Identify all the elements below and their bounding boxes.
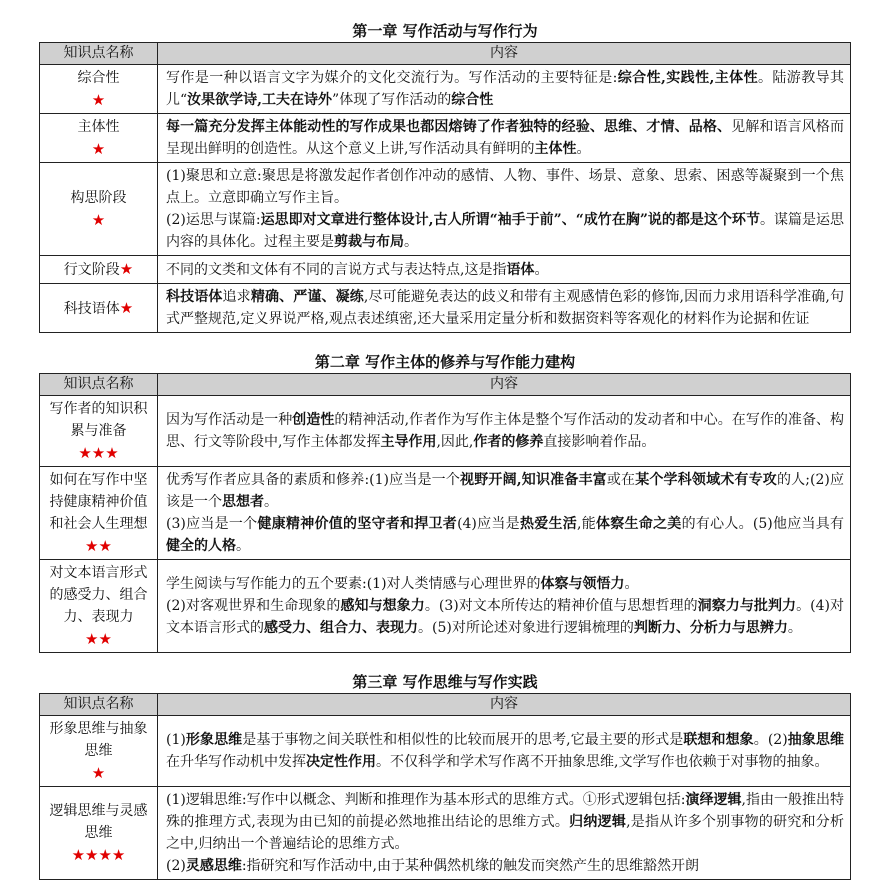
bold-keyword: 每一篇充分发挥主体能动性的写作成果也都因熔铸了作者独特的经验、思维、才情、品格、: [166, 119, 732, 135]
header-content: 内容: [158, 374, 851, 396]
bold-keyword: 演绎逻辑: [685, 792, 742, 808]
content-text: 学生阅读与写作能力的五个要素:(1)对人类情感与心理世界的: [166, 576, 541, 592]
bold-keyword: 感受力、组合力、表现力: [264, 620, 418, 636]
content-text: 。(2): [753, 732, 788, 748]
bold-keyword: 体察生命之美: [595, 516, 682, 532]
chapter-title: 第三章 写作思维与写作实践: [352, 673, 538, 691]
content-cell: [158, 467, 851, 560]
knowledge-point-cell: [40, 65, 158, 114]
header-content: 内容: [158, 694, 851, 716]
content-text: :指研究和写作活动中,由于某种偶然机缘的触发而突然产生的思维豁然开朗: [241, 858, 700, 874]
bold-keyword: 健康精神价值的坚守者和捍卫者: [257, 516, 458, 532]
importance-stars: ★★: [85, 630, 112, 648]
knowledge-table: [39, 42, 851, 333]
content-text: 。(3)对文本所传达的精神价值与思想哲理的: [424, 598, 698, 614]
bold-keyword: 灵感思维: [185, 858, 242, 874]
knowledge-point-name: 如何在写作中坚持健康精神价值和社会人生理想: [49, 472, 148, 532]
header-knowledge-point: 知识点名称: [40, 374, 158, 396]
content-text: 。谋篇是运思内容的具体化。过程主要是: [166, 212, 844, 250]
content-text: 的有心人。(5)他应当具有: [681, 516, 845, 532]
content-text: (4)应当是: [457, 516, 520, 532]
content-cell: [158, 65, 851, 114]
content-paragraph: [166, 855, 844, 877]
knowledge-point-cell: [40, 467, 158, 560]
knowledge-point-name: 写作者的知识积累与准备: [49, 401, 148, 439]
table-row: [40, 716, 851, 787]
content-text: 或在: [606, 472, 636, 488]
importance-stars: ★: [91, 140, 106, 158]
table-header-row: [40, 43, 851, 65]
content-text: 在升华写作动机中发挥: [166, 754, 306, 770]
content-cell: [158, 396, 851, 467]
content-text: 。: [264, 494, 278, 510]
content-text: ”体现了写作活动的: [332, 92, 452, 108]
bold-keyword: 创造性: [292, 412, 335, 428]
bold-keyword: 洞察力与批判力: [697, 598, 797, 614]
content-text: 。(5)对所论述对象进行逻辑梳理的: [418, 620, 634, 636]
chapter-title: 第二章 写作主体的修养与写作能力建构: [314, 353, 576, 371]
chapter-title: 第一章 写作活动与写作行为: [352, 22, 538, 40]
content-text: (1)逻辑思维:写作中以概念、判断和推理作为基本形式的思维方式。①形式逻辑包括:: [166, 792, 686, 808]
content-cell: [158, 114, 851, 163]
content-cell: [158, 716, 851, 787]
content-text: 。: [787, 620, 802, 636]
table-row: [40, 396, 851, 467]
knowledge-point-cell: [40, 163, 158, 256]
bold-keyword: 热爱生活: [519, 516, 577, 532]
content-text: 见解和语言风格而呈现出鲜明的创造性。从这个意义上讲,写作活动具有鲜明的: [166, 119, 845, 157]
content-text: 。(4)对文本语言形式的: [166, 598, 845, 636]
content-text: 是基于事物之间关联性和相似性的比较而展开的思考,它最主要的形式是: [242, 732, 684, 748]
content-paragraph: [166, 286, 844, 330]
knowledge-point-name: 行文阶段: [63, 262, 120, 278]
bold-keyword: 判断力、分析力与思辨力: [633, 620, 788, 636]
content-text: (2)对客观世界和生命现象的: [166, 598, 341, 614]
knowledge-point-cell: [40, 716, 158, 787]
content-text: 。: [404, 234, 418, 250]
bold-keyword: 感知与想象力: [340, 598, 425, 614]
bold-keyword: 思想者: [222, 494, 264, 510]
importance-stars: ★: [119, 260, 134, 278]
knowledge-point-name: 主体性: [77, 119, 120, 135]
header-knowledge-point: 知识点名称: [40, 694, 158, 716]
header-knowledge-point: 知识点名称: [40, 43, 158, 65]
content-paragraph: [166, 469, 844, 513]
content-paragraph: [166, 729, 844, 773]
content-text: (3)应当是一个: [166, 516, 258, 532]
bold-keyword: 汝果欲学诗,工夫在诗外: [187, 92, 333, 108]
importance-stars: ★: [91, 764, 106, 782]
content-paragraph: [166, 165, 844, 209]
bold-keyword: 精确、严谨、凝练: [250, 289, 364, 305]
content-paragraph: [166, 595, 844, 639]
knowledge-point-cell: [40, 114, 158, 163]
content-text: 优秀写作者应具备的素质和修养:(1)应当是一个: [166, 472, 461, 488]
bold-keyword: 主体性: [534, 141, 577, 157]
table-row: [40, 284, 851, 333]
table-row: [40, 114, 851, 163]
content-paragraph: [166, 573, 844, 595]
table-header-row: [40, 694, 851, 716]
content-cell: [158, 284, 851, 333]
table-header-row: [40, 374, 851, 396]
importance-stars: ★: [119, 298, 134, 317]
importance-stars: ★★★★: [71, 846, 126, 864]
content-paragraph: [166, 116, 844, 160]
knowledge-point-name: 综合性: [77, 70, 120, 86]
bold-keyword: 归纳逻辑: [569, 814, 627, 830]
document-page: [39, 0, 851, 880]
table-row: [40, 560, 851, 653]
content-text: ,尽可能避免表达的歧义和带有主观感情色彩的修饰,因而力求用语科学准确,句式严整规范,定义界说严格,观点表述缜密,还大量采用定量分析和数据资料等客观化的材料作为论据和佐证: [166, 289, 845, 327]
bold-keyword: 抽象思维: [787, 732, 845, 748]
bold-keyword: 剪裁与布局: [334, 234, 404, 250]
content-text: 。: [236, 538, 250, 554]
content-text: ,因此,: [436, 434, 474, 450]
importance-stars: ★: [91, 91, 106, 109]
content-text: 。陆游教导其儿“: [166, 70, 845, 108]
bold-keyword: 形象思维: [185, 732, 243, 748]
content-text: 的精神活动,作者作为写作主体是整个写作活动的发动者和中心。在写作的准备、构思、行文等阶段中,写作主体都发挥: [166, 412, 845, 450]
content-text: 。: [576, 141, 591, 157]
table-row: [40, 163, 851, 256]
content-text: 直接影响着作品。: [543, 434, 656, 450]
content-cell: [158, 560, 851, 653]
bold-keyword: 决定性作用: [306, 754, 376, 770]
content-text: (2): [166, 858, 186, 874]
content-paragraph: [166, 789, 844, 855]
bold-keyword: 健全的人格: [166, 538, 236, 554]
content-paragraph: [166, 209, 844, 253]
content-text: (2)运思与谋篇:: [166, 212, 261, 228]
content-cell: [158, 163, 851, 256]
knowledge-table: [39, 373, 851, 653]
bold-keyword: 综合性: [451, 92, 494, 108]
knowledge-point-name: 逻辑思维与灵感思维: [49, 803, 148, 841]
bold-keyword: 联想和想象: [683, 732, 754, 748]
bold-keyword: 语体: [506, 261, 535, 278]
table-row: [40, 256, 851, 284]
knowledge-point-name: 对文本语言形式的感受力、组合力、表现力: [49, 565, 148, 625]
bold-keyword: 主导作用: [380, 434, 437, 450]
bold-keyword: 视野开阔,知识准备丰富: [460, 472, 607, 488]
table-row: [40, 65, 851, 114]
importance-stars: ★: [91, 211, 106, 229]
knowledge-point-name: 构思阶段: [70, 190, 127, 206]
importance-stars: ★★★: [78, 444, 119, 462]
content-text: ,指由一般推出特殊的推理方式,表现为由已知的前提必然地推出结论的思维方式。: [166, 792, 845, 830]
knowledge-point-cell: [40, 284, 158, 333]
content-text: ,是指从许多个别事物的研究和分析之中,归纳出一个普遍结论的思维方式。: [166, 814, 845, 852]
content-paragraph: [166, 67, 844, 111]
content-paragraph: [166, 259, 844, 281]
content-paragraph: [166, 513, 844, 557]
table-row: [40, 787, 851, 880]
bold-keyword: 体察与领悟力: [540, 576, 625, 592]
table-row: [40, 467, 851, 560]
content-text: 的人;(2)应该是一个: [166, 472, 845, 510]
knowledge-point-cell: [40, 787, 158, 880]
knowledge-point-name: 形象思维与抽象思维: [49, 721, 148, 759]
knowledge-point-cell: [40, 560, 158, 653]
importance-stars: ★★: [85, 537, 112, 555]
header-content: 内容: [158, 43, 851, 65]
bold-keyword: 作者的修养: [473, 434, 544, 450]
content-text: ,能: [577, 516, 596, 532]
bold-keyword: 运思即对文章进行整体设计,古人所谓“袖手于前”、“成竹在胸”说的都是这个环节: [260, 212, 760, 228]
bold-keyword: 综合性,实践性,主体性: [617, 70, 758, 86]
content-text: 。不仅科学和学术写作离不开抽象思维,文学写作也依赖于对事物的抽象。: [376, 754, 829, 770]
knowledge-point-cell: [40, 256, 158, 284]
content-text: 。: [534, 261, 549, 278]
content-text: (1): [166, 732, 186, 748]
bold-keyword: 科技语体: [166, 289, 223, 305]
content-paragraph: [166, 409, 844, 453]
content-text: 不同的文类和文体有不同的言说方式与表达特点,这是指: [166, 261, 507, 278]
bold-keyword: 某个学科领域术有专攻: [635, 472, 777, 488]
knowledge-table: [39, 693, 851, 880]
content-text: 写作是一种以语言文字为媒介的文化交流行为。写作活动的主要特征是:: [166, 70, 618, 86]
content-cell: [158, 256, 851, 284]
knowledge-point-cell: [40, 396, 158, 467]
content-text: (1)聚思和立意:聚思是将激发起作者创作冲动的感情、人物、事件、场景、意象、思索、困惑等凝聚到一个焦点上。立意即确立写作主旨。: [166, 168, 844, 206]
content-text: 追求: [222, 289, 251, 305]
content-text: 。: [624, 576, 639, 592]
content-text: 因为写作活动是一种: [166, 412, 293, 428]
content-cell: [158, 787, 851, 880]
knowledge-point-name: 科技语体: [63, 300, 120, 317]
